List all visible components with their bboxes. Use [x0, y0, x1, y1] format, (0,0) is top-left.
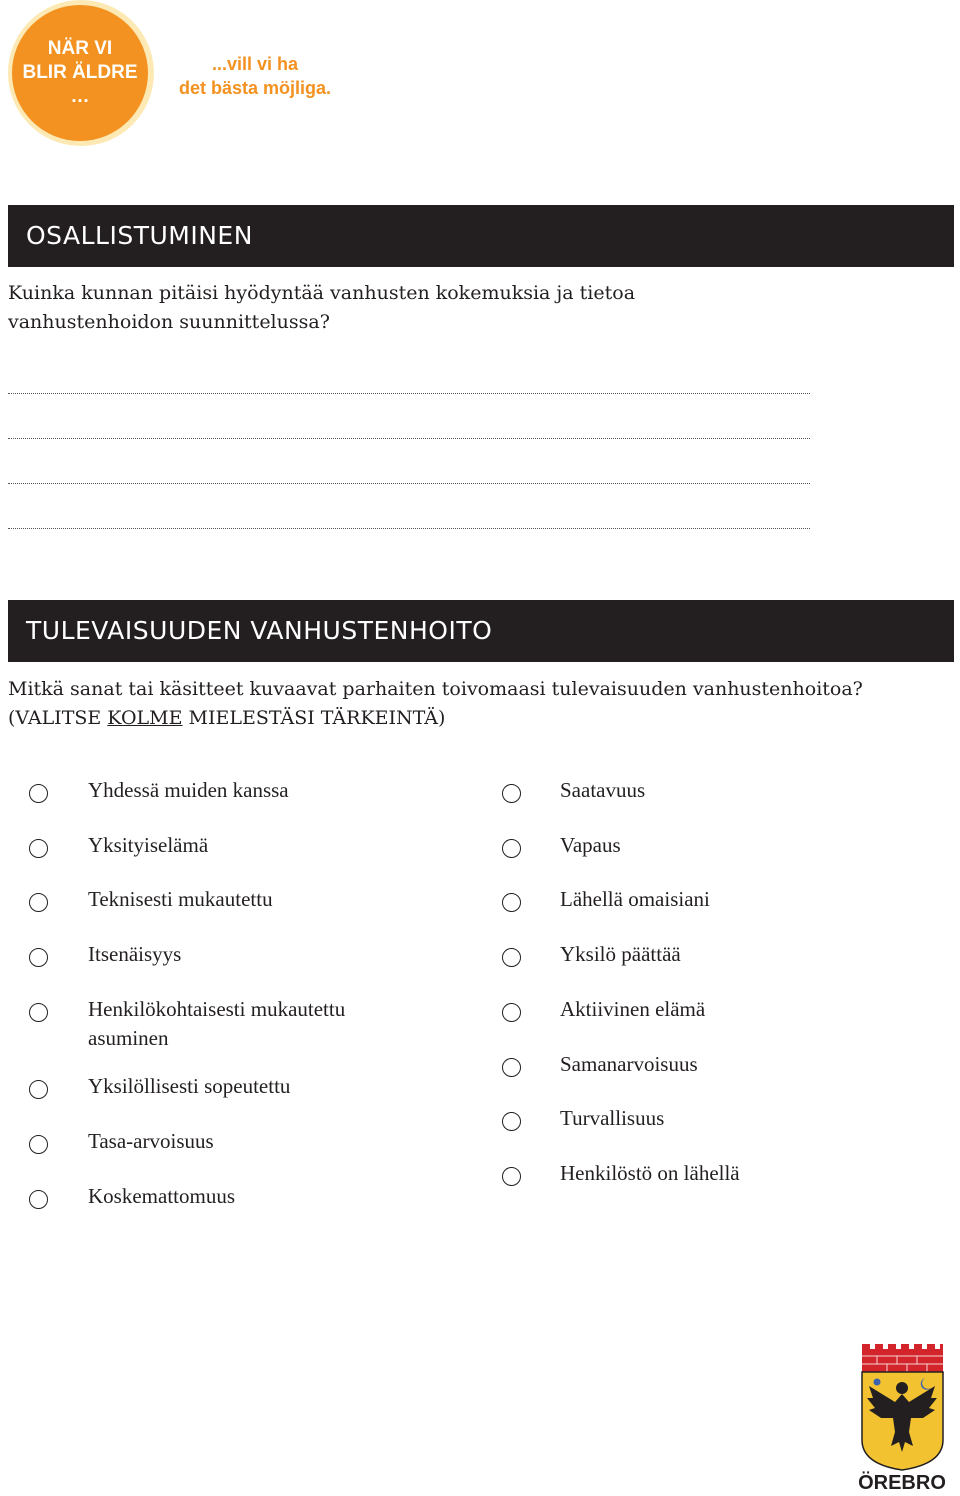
radio-button[interactable] — [29, 948, 48, 967]
star-icon — [874, 1379, 881, 1386]
option-line: Yksilöllisesti sopeutettu — [88, 1074, 291, 1098]
option-line: asuminen — [88, 1026, 169, 1050]
radio-button[interactable] — [29, 1003, 48, 1022]
option-label — [88, 885, 273, 914]
answer-line[interactable] — [8, 393, 810, 394]
option-label — [560, 776, 645, 805]
option-line: Henkilökohtaisesti mukautettu — [88, 997, 346, 1021]
radio-button[interactable] — [29, 1080, 48, 1099]
radio-button[interactable] — [29, 784, 48, 803]
question-line: Kuinka kunnan pitäisi hyödyntää vanhusten kokemuksia ja tietoa — [8, 282, 636, 304]
option-line: Koskemattomuus — [88, 1184, 235, 1208]
option-label — [560, 940, 681, 969]
option-line: Lähellä omaisiani — [560, 887, 710, 911]
option-line: Yksityiselämä — [88, 833, 209, 857]
radio-button[interactable] — [29, 1135, 48, 1154]
answer-line[interactable] — [8, 528, 810, 529]
badge-line: NÄR VI — [47, 38, 113, 59]
instruction-text — [8, 704, 958, 733]
question-future-care — [8, 675, 958, 733]
option-line: Itsenäisyys — [88, 942, 182, 966]
option-line: Teknisesti mukautettu — [88, 887, 273, 911]
question-line: vanhustenhoidon suunnittelussa? — [8, 311, 330, 333]
crest-tower-icon — [862, 1344, 943, 1372]
answer-line[interactable] — [8, 483, 810, 484]
radio-button[interactable] — [502, 1167, 521, 1186]
badge-line: BLIR ÄLDRE — [22, 62, 138, 83]
option-line: Tasa-arvoisuus — [88, 1129, 214, 1153]
radio-button[interactable] — [502, 839, 521, 858]
orebro-wordmark: ÖREBRO — [858, 1472, 946, 1492]
option-label — [560, 1104, 664, 1133]
question-line: Mitkä sanat tai käsitteet kuvaavat parhaiten toivomaasi tulevaisuuden vanhustenhoitoa? — [8, 678, 863, 700]
radio-button[interactable] — [502, 948, 521, 967]
option-label — [88, 1182, 235, 1211]
instruction-pre: (VALITSE — [8, 707, 108, 729]
tagline-line: ...vill vi ha — [211, 54, 299, 74]
orebro-crest-logo — [855, 1342, 949, 1492]
logo-badge — [12, 5, 148, 141]
option-line: Yhdessä muiden kanssa — [88, 778, 289, 802]
section-title-participation: OSALLISTUMINEN — [8, 205, 954, 267]
option-label — [88, 1127, 214, 1156]
radio-button[interactable] — [29, 893, 48, 912]
question-participation — [8, 279, 635, 337]
radio-button[interactable] — [29, 1190, 48, 1209]
option-label — [560, 1159, 740, 1188]
radio-button[interactable] — [29, 839, 48, 858]
radio-button[interactable] — [502, 1112, 521, 1131]
option-line: Saatavuus — [560, 778, 646, 802]
option-label — [560, 831, 621, 860]
option-label — [88, 1072, 290, 1101]
option-label — [88, 995, 345, 1053]
tagline — [170, 52, 340, 100]
instruction-emphasis: KOLME — [107, 707, 183, 729]
option-label — [560, 885, 710, 914]
radio-button[interactable] — [502, 1003, 521, 1022]
option-line: Yksilö päättää — [560, 942, 681, 966]
option-line: Samanarvoisuus — [560, 1052, 698, 1076]
option-label — [560, 995, 705, 1024]
answer-line[interactable] — [8, 438, 810, 439]
section-title-future-care: TULEVAISUUDEN VANHUSTENHOITO — [8, 600, 954, 662]
option-line: Aktiivinen elämä — [560, 997, 706, 1021]
option-line: Henkilöstö on lähellä — [560, 1161, 740, 1185]
radio-button[interactable] — [502, 1058, 521, 1077]
option-label — [560, 1050, 698, 1079]
tagline-line: det bästa möjliga. — [178, 78, 332, 98]
instruction-post: MIELESTÄSI TÄRKEINTÄ) — [182, 707, 446, 729]
option-label — [88, 776, 289, 805]
badge-line: … — [70, 86, 90, 107]
radio-button[interactable] — [502, 784, 521, 803]
option-line: Vapaus — [560, 833, 621, 857]
option-line: Turvallisuus — [560, 1106, 665, 1130]
option-label — [88, 831, 208, 860]
radio-button[interactable] — [502, 893, 521, 912]
option-label — [88, 940, 181, 969]
